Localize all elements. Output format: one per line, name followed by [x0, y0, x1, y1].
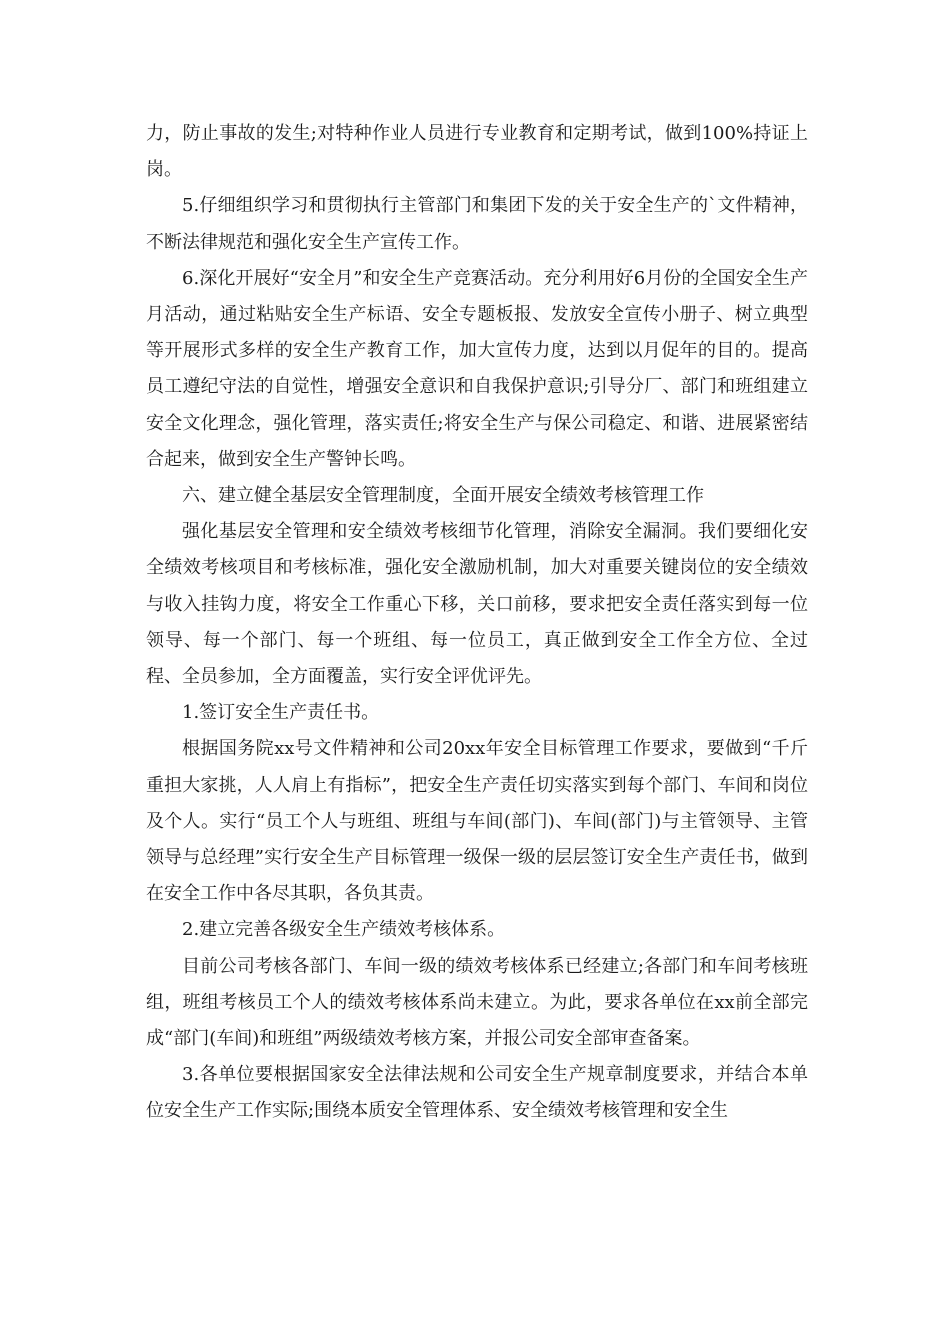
paragraph-section-intro: 强化基层安全管理和安全绩效考核细节化管理，消除安全漏洞。我们要细化安全绩效考核项目和考核标准，强化安全激励机制，加大对重要关键岗位的安全绩效与收入挂钩力度，将安全工作重心下移，关口前移，要求把安全责任落实到每一位领导、每一个部门、每一个班组、每一位员工，真正做到安全工作全方位、全过程、全员参加，全方面覆盖，实行安全评优评先。 [146, 521, 808, 688]
section-heading-6: 六、建立健全基层安全管理制度，全面开展安全绩效考核管理工作 [182, 485, 704, 507]
paragraph-responsibility: 根据国务院xx号文件精神和公司20xx年安全目标管理工作要求，要做到“千斤重担大家挑，人人肩上有指标”，把安全生产责任切实落实到每个部门、车间和岗位及个人。实行“员工个人与班组、班组与车间(部门)、车间(部门)与主管领导、主管领导与总经理”实行安全生产目标管理一级保一级的层层签订安全生产责任书，做到在安全工作中各尽其职，各负其责。 [146, 738, 808, 905]
paragraph-continuation: 力，防止事故的发生;对特种作业人员进行专业教育和定期考试，做到100%持证上岗。 [146, 123, 808, 181]
subheading-1: 1.签订安全生产责任书。 [182, 702, 380, 724]
paragraph-assessment: 目前公司考核各部门、车间一级的绩效考核体系已经建立;各部门和车间考核班组，班组考核员工个人的绩效考核体系尚未建立。为此，要求各单位在xx前全部完成“部门(车间)和班组”两级绩效考核方案，并报公司安全部审查备案。 [146, 955, 808, 1050]
paragraph-item-3: 3.各单位要根据国家安全法律法规和公司安全生产规章制度要求，并结合本单位安全生产工作实际;围绕本质安全管理体系、安全绩效考核管理和安全生 [146, 1064, 808, 1122]
subheading-2: 2.建立完善各级安全生产绩效考核体系。 [182, 919, 506, 941]
paragraph-item-5: 5.仔细组织学习和贯彻执行主管部门和集团下发的关于安全生产的`文件精神，不断法律规范和强化安全生产宣传工作。 [146, 195, 808, 253]
document-page [146, 116, 808, 1130]
paragraph-item-6: 6.深化开展好“安全月”和安全生产竞赛活动。充分利用好6月份的全国安全生产月活动，通过粘贴安全生产标语、安全专题板报、发放安全宣传小册子、树立典型等开展形式多样的安全生产教育工作，加大宣传力度，达到以月促年的目的。提高员工遵纪守法的自觉性，增强安全意识和自我保护意识;引导分厂、部门和班组建立安全文化理念，强化管理，落实责任;将安全生产与保公司稳定、和谐、进展紧密结合起来，做到安全生产警钟长鸣。 [146, 267, 808, 470]
